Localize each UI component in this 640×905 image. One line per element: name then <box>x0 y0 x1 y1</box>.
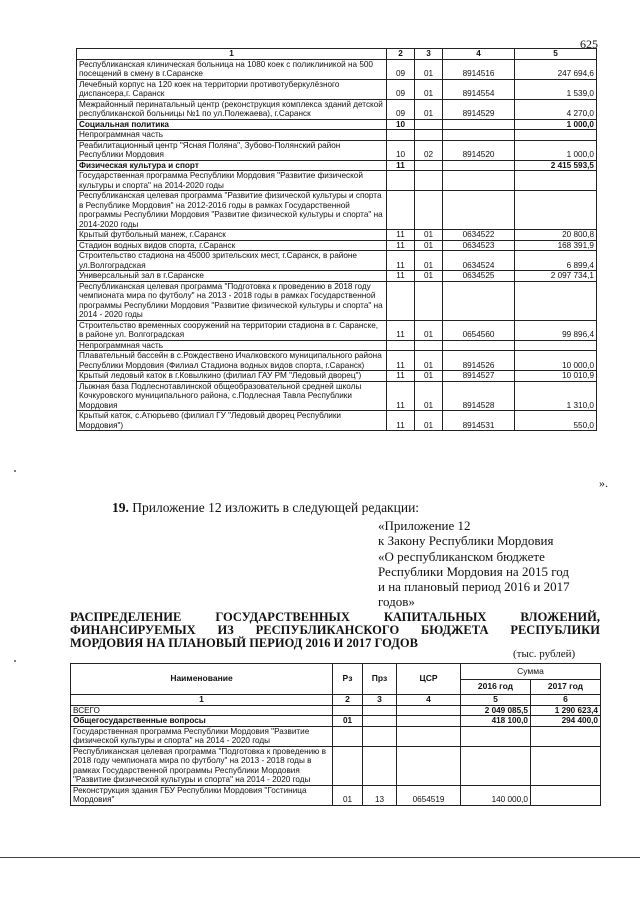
row-name: Республиканская клиническая больница на 1080 коек с поликлиникой на 500 посещений в смену в г.Саранске <box>77 59 387 79</box>
column-number: 3 <box>363 695 397 706</box>
closing-quote: ». <box>599 476 608 490</box>
table-row <box>77 271 597 282</box>
table-row <box>77 59 597 79</box>
column-number: 4 <box>397 695 461 706</box>
row-sum: 10 010,9 <box>515 371 597 382</box>
row-sum: 2 097 734,1 <box>515 271 597 282</box>
table-row <box>77 240 597 251</box>
row-csr <box>397 746 461 785</box>
row-csr: 8914527 <box>443 371 515 382</box>
row-prz: 01 <box>415 99 443 119</box>
row-name: Реконструкция здания ГБУ Республики Мордовия "Гостиница Мордовия" <box>71 785 333 805</box>
column-number: 2 <box>387 49 415 60</box>
row-rz: 09 <box>387 99 415 119</box>
row-csr: 8914531 <box>443 411 515 431</box>
row-rz: 09 <box>387 79 415 99</box>
row-csr <box>443 340 515 351</box>
row-sum: 1 310,0 <box>515 381 597 411</box>
row-prz <box>415 130 443 141</box>
appendix-line: годов» <box>378 594 415 610</box>
appendix-heading <box>378 518 570 610</box>
header-prz: Прз <box>363 664 397 695</box>
row-prz <box>363 746 397 785</box>
row-rz: 11 <box>387 240 415 251</box>
continued-allocation-table <box>76 48 597 431</box>
row-sum-2016: 2 049 085,5 <box>461 705 531 716</box>
row-name: Республиканская целевая программа "Подготовка к проведению в 2018 году чемпионата мира по футболу" на 2013 - 2018 годы в рамках Государственной программы Республики Мордовия "Развитие физической культуры и спорта" на 2014 - 2020 годы <box>77 281 387 320</box>
row-csr: 8914529 <box>443 99 515 119</box>
row-name: Строительство временных сооружений на территории стадиона в г. Саранске, в районе ул. Волгоградская <box>77 320 387 340</box>
header-2016: 2016 год <box>461 679 531 695</box>
row-sum: 20 800,8 <box>515 230 597 241</box>
table-header-row <box>71 664 601 680</box>
column-number: 2 <box>333 695 363 706</box>
table-row <box>71 785 601 805</box>
row-sum: 168 391,9 <box>515 240 597 251</box>
row-rz: 01 <box>333 716 363 727</box>
table-row <box>77 119 597 130</box>
row-prz: 01 <box>415 411 443 431</box>
row-sum-2017 <box>531 726 601 746</box>
appendix-line: «Приложение 12 <box>378 518 471 533</box>
row-name: Государственная программа Республики Мордовия "Развитие физической культуры и спорта" на 2014-2020 годы <box>77 171 387 191</box>
row-sum-2016 <box>461 746 531 785</box>
row-sum-2016: 140 000,0 <box>461 785 531 805</box>
row-name: Государственная программа Республики Мордовия "Развитие физической культуры и спорта" на 2014 - 2020 годы <box>71 726 333 746</box>
row-csr: 0634522 <box>443 230 515 241</box>
row-csr: 8914554 <box>443 79 515 99</box>
row-prz <box>415 119 443 130</box>
row-rz <box>333 705 363 716</box>
row-prz <box>363 726 397 746</box>
row-csr <box>397 716 461 727</box>
row-csr: 0654560 <box>443 320 515 340</box>
row-prz <box>363 716 397 727</box>
row-sum-2017: 294 400,0 <box>531 716 601 727</box>
table-row <box>77 351 597 371</box>
row-name: Реабилитационный центр "Ясная Поляна", Зубово-Полянский район Республики Мордовия <box>77 140 387 160</box>
row-prz: 01 <box>415 59 443 79</box>
row-rz <box>387 340 415 351</box>
table-header-row <box>77 49 597 60</box>
item-19 <box>112 500 419 516</box>
row-sum <box>515 340 597 351</box>
table-row <box>77 340 597 351</box>
row-csr <box>443 191 515 230</box>
column-number: 5 <box>515 49 597 60</box>
row-sum-2017 <box>531 746 601 785</box>
row-rz: 11 <box>387 271 415 282</box>
row-sum-2016: 418 100,0 <box>461 716 531 727</box>
row-rz <box>387 191 415 230</box>
row-sum: 1 539,0 <box>515 79 597 99</box>
row-prz: 01 <box>415 351 443 371</box>
row-prz <box>415 171 443 191</box>
row-rz <box>387 281 415 320</box>
row-prz: 01 <box>415 371 443 382</box>
row-rz: 10 <box>387 140 415 160</box>
row-prz <box>363 705 397 716</box>
table-row <box>77 371 597 382</box>
row-sum <box>515 191 597 230</box>
table-row <box>77 99 597 119</box>
column-number: 4 <box>443 49 515 60</box>
row-sum: 6 899,4 <box>515 251 597 271</box>
row-rz: 01 <box>333 785 363 805</box>
row-csr: 8914528 <box>443 381 515 411</box>
row-name: Крытый футбольный манеж, г.Саранск <box>77 230 387 241</box>
row-prz: 01 <box>415 251 443 271</box>
row-sum-2017 <box>531 785 601 805</box>
table-row <box>77 381 597 411</box>
row-rz <box>333 726 363 746</box>
document-title <box>70 611 600 650</box>
row-name: Республиканская целевая программа "Развитие физической культуры и спорта в Республике Мордовия" на 2012-2016 годы в рамках Государственной программы Республики Мордовия "Развитие физической культуры и спорта" на 2014-2020 годы <box>77 191 387 230</box>
row-csr: 8914526 <box>443 351 515 371</box>
row-name: Стадион водных видов спорта, г.Саранск <box>77 240 387 251</box>
row-rz: 11 <box>387 381 415 411</box>
row-sum: 4 270,0 <box>515 99 597 119</box>
appendix-line: «О республиканском бюджете <box>378 548 545 564</box>
row-prz: 01 <box>415 240 443 251</box>
appendix-line: и на плановый период 2016 и 2017 <box>378 579 570 595</box>
header-rz: Рз <box>333 664 363 695</box>
row-csr: 0634525 <box>443 271 515 282</box>
table-row <box>77 230 597 241</box>
header-sum: Сумма <box>461 664 601 680</box>
row-csr: 8914516 <box>443 59 515 79</box>
row-sum <box>515 130 597 141</box>
table-row <box>71 716 601 727</box>
row-prz: 13 <box>363 785 397 805</box>
column-number: 1 <box>71 695 333 706</box>
row-csr <box>443 281 515 320</box>
page-number: 625 <box>580 37 598 51</box>
table-row <box>77 191 597 230</box>
row-rz: 09 <box>387 59 415 79</box>
row-rz: 11 <box>387 371 415 382</box>
row-name: Непрограммная часть <box>77 340 387 351</box>
header-csr: ЦСР <box>397 664 461 695</box>
item-number: 19. <box>112 500 129 515</box>
allocation-table-2016-2017 <box>70 663 601 806</box>
title-line: РАСПРЕДЕЛЕНИЕ ГОСУДАРСТВЕННЫХ КАПИТАЛЬНЫХ ВЛОЖЕНИЙ, <box>70 610 600 624</box>
column-number: 5 <box>461 695 531 706</box>
title-line: МОРДОВИЯ НА ПЛАНОВЫЙ ПЕРИОД 2016 И 2017 ГОДОВ <box>70 636 418 650</box>
row-csr <box>443 130 515 141</box>
item-text: Приложение 12 изложить в следующей редакции: <box>132 500 420 515</box>
row-csr <box>443 119 515 130</box>
row-prz: 01 <box>415 320 443 340</box>
row-sum: 2 415 593,5 <box>515 160 597 171</box>
row-name: ВСЕГО <box>71 705 333 716</box>
row-sum <box>515 281 597 320</box>
row-sum-2017: 1 290 623,4 <box>531 705 601 716</box>
table-row <box>71 726 601 746</box>
row-name: Общегосударственные вопросы <box>71 716 333 727</box>
table-row <box>77 320 597 340</box>
row-prz <box>415 191 443 230</box>
row-prz: 01 <box>415 79 443 99</box>
units-label: (тыс. рублей) <box>513 648 576 660</box>
row-prz: 01 <box>415 230 443 241</box>
row-rz: 11 <box>387 251 415 271</box>
row-sum: 550,0 <box>515 411 597 431</box>
row-rz: 11 <box>387 320 415 340</box>
row-csr <box>397 705 461 716</box>
row-rz: 11 <box>387 230 415 241</box>
row-name: Универсальный зал в г.Саранске <box>77 271 387 282</box>
row-csr <box>443 171 515 191</box>
column-number: 6 <box>531 695 601 706</box>
column-number: 3 <box>415 49 443 60</box>
row-rz <box>387 171 415 191</box>
row-sum-2016 <box>461 726 531 746</box>
row-name: Социальная политика <box>77 119 387 130</box>
row-rz: 11 <box>387 411 415 431</box>
table-row <box>77 281 597 320</box>
scan-speck <box>14 660 16 662</box>
row-sum: 1 000,0 <box>515 140 597 160</box>
row-prz <box>415 281 443 320</box>
table-row <box>77 130 597 141</box>
row-name: Непрограммная часть <box>77 130 387 141</box>
row-sum: 10 000,0 <box>515 351 597 371</box>
row-prz: 02 <box>415 140 443 160</box>
row-csr: 8914520 <box>443 140 515 160</box>
row-prz: 01 <box>415 271 443 282</box>
row-rz <box>387 130 415 141</box>
row-csr: 0634524 <box>443 251 515 271</box>
table-row <box>77 79 597 99</box>
appendix-line: Республики Мордовия на 2015 год <box>378 563 569 579</box>
row-rz: 11 <box>387 351 415 371</box>
header-2017: 2017 год <box>531 679 601 695</box>
column-number: 1 <box>77 49 387 60</box>
appendix-line: к Закону Республики Мордовия <box>378 533 554 549</box>
row-csr <box>397 726 461 746</box>
table-row <box>77 160 597 171</box>
row-sum: 247 694,6 <box>515 59 597 79</box>
header-name: Наименование <box>71 664 333 695</box>
row-csr: 0634523 <box>443 240 515 251</box>
row-name: Республиканская целевая программа "Подготовка к проведению в 2018 году чемпионата мира по футболу" на 2013 - 2018 годы в рамках Государственной программы Республики Мордовия "Развитие физической культуры и спорта" на 2014 - 2020 годы <box>71 746 333 785</box>
row-name: Лыжная база Подлеснотавлинской общеобразовательной средней школы Кочкуровского муниципального района, с.Подлесная Тавла Республики Мордовия <box>77 381 387 411</box>
page-bottom-rule <box>0 857 640 858</box>
row-csr <box>443 160 515 171</box>
row-name: Крытый каток, с.Атюрьево (филиал ГУ "Ледовый дворец Республики Мордовия") <box>77 411 387 431</box>
row-name: Крытый ледовый каток в г.Ковылкино (филиал ГАУ РМ "Ледовый дворец") <box>77 371 387 382</box>
row-csr: 0654519 <box>397 785 461 805</box>
row-rz <box>333 746 363 785</box>
row-name: Плавательный бассейн в с.Рождествено Ичалковского муниципального района Республики Мордовия (Филиал Стадиона водных видов спорта, г.Саранск) <box>77 351 387 371</box>
row-prz <box>415 160 443 171</box>
table-row <box>77 140 597 160</box>
row-name: Межрайонный перинатальный центр (реконструкция комплекса зданий детской республиканской больницы №1 по ул.Полежаева), г.Саранск <box>77 99 387 119</box>
row-rz: 11 <box>387 160 415 171</box>
table-row <box>77 411 597 431</box>
row-prz <box>415 340 443 351</box>
row-sum: 1 000,0 <box>515 119 597 130</box>
row-name: Лечебный корпус на 120 коек на территории противотуберкулёзного диспансера,г. Саранск <box>77 79 387 99</box>
table-row <box>77 251 597 271</box>
row-rz: 10 <box>387 119 415 130</box>
scan-speck <box>14 470 16 472</box>
row-name: Физическая культура и спорт <box>77 160 387 171</box>
title-line: ФИНАНСИРУЕМЫХ ИЗ РЕСПУБЛИКАНСКОГО БЮДЖЕТА РЕСПУБЛИКИ <box>70 623 600 637</box>
table-row <box>77 171 597 191</box>
row-sum <box>515 171 597 191</box>
row-sum: 99 896,4 <box>515 320 597 340</box>
row-name: Строительство стадиона на 45000 зрительских мест, г.Саранск, в районе ул.Волгоградская <box>77 251 387 271</box>
table-row <box>71 746 601 785</box>
table-row <box>71 705 601 716</box>
row-prz: 01 <box>415 381 443 411</box>
table-number-row <box>71 695 601 706</box>
